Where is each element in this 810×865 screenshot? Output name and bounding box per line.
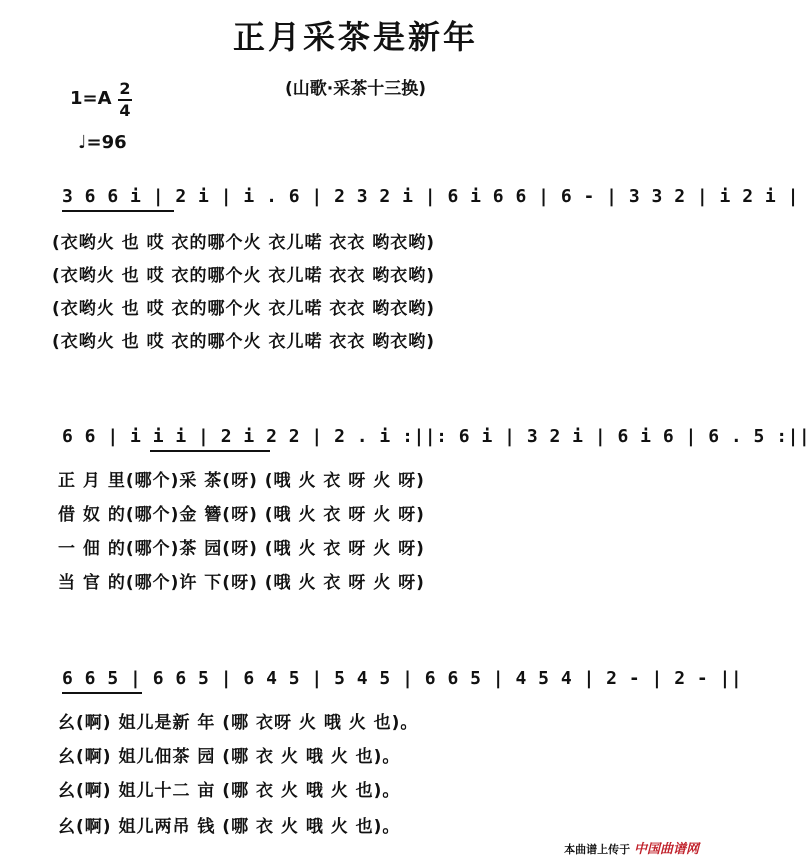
lyric-line-3-1: 幺(啊) 姐儿是新 年 (哪 衣呀 火 哦 火 也)。 xyxy=(58,713,419,733)
lyric-line-1-3: (衣哟火 也 哎 衣的哪个火 衣儿喏 衣衣 哟衣哟) xyxy=(52,299,436,319)
time-denominator: 4 xyxy=(119,101,131,120)
tempo-marking: ♩=96 xyxy=(78,132,127,153)
lyric-line-1-1: (衣哟火 也 哎 衣的哪个火 衣儿喏 衣衣 哟衣哟) xyxy=(52,233,436,253)
lyric-line-2-4: 当 官 的(哪个)许 下(呀) (哦 火 衣 呀 火 呀) xyxy=(58,573,425,593)
notation-line-3: 6 6 5 | 6 6 5 | 6 4 5 | 5 4 5 | 6 6 5 | 4 5 4 | 2 - | 2 - || xyxy=(62,668,743,689)
beam-line-1 xyxy=(62,210,174,212)
lyric-line-2-2: 借 奴 的(哪个)金 簪(呀) (哦 火 衣 呀 火 呀) xyxy=(58,505,425,525)
lyric-line-2-1: 正 月 里(哪个)采 茶(呀) (哦 火 衣 呀 火 呀) xyxy=(58,471,425,491)
notation-line-1: 3 6 6 i | 2 i | i . 6 | 2 3 2 i | 6 i 6 6 | 6 - | 3 3 2 | i 2 i | xyxy=(62,186,799,207)
lyric-line-3-3: 幺(啊) 姐儿十二 亩 (哪 衣 火 哦 火 也)。 xyxy=(58,781,401,801)
lyric-line-2-3: 一 佃 的(哪个)茶 园(呀) (哦 火 衣 呀 火 呀) xyxy=(58,539,425,559)
notation-line-2: 6 6 | i i i | 2 i 2 2 | 2 . i :||: 6 i | 3 2 i | 6 i 6 | 6 . 5 :|| xyxy=(62,426,810,447)
credit-text: 本曲谱上传于 xyxy=(564,843,631,856)
lyric-line-3-2: 幺(啊) 姐儿佃茶 园 (哪 衣 火 哦 火 也)。 xyxy=(58,747,401,767)
beam-line-2 xyxy=(150,450,270,452)
lyric-line-1-2: (衣哟火 也 哎 衣的哪个火 衣儿喏 衣衣 哟衣哟) xyxy=(52,266,436,286)
lyric-line-3-4: 幺(啊) 姐儿两吊 钱 (哪 衣 火 哦 火 也)。 xyxy=(58,817,401,837)
time-numerator: 2 xyxy=(119,79,131,98)
site-logo-text[interactable]: 中国曲谱网 xyxy=(633,842,699,857)
key-signature: 1=A xyxy=(70,88,112,109)
lyric-line-1-4: (衣哟火 也 哎 衣的哪个火 衣儿喏 衣衣 哟衣哟) xyxy=(52,332,436,352)
page-title: 正月采茶是新年 xyxy=(232,18,478,56)
time-signature xyxy=(118,80,132,120)
page-subtitle: (山歌·采茶十三换) xyxy=(285,79,426,99)
upload-credit xyxy=(564,838,699,857)
beam-line-3 xyxy=(62,692,142,694)
